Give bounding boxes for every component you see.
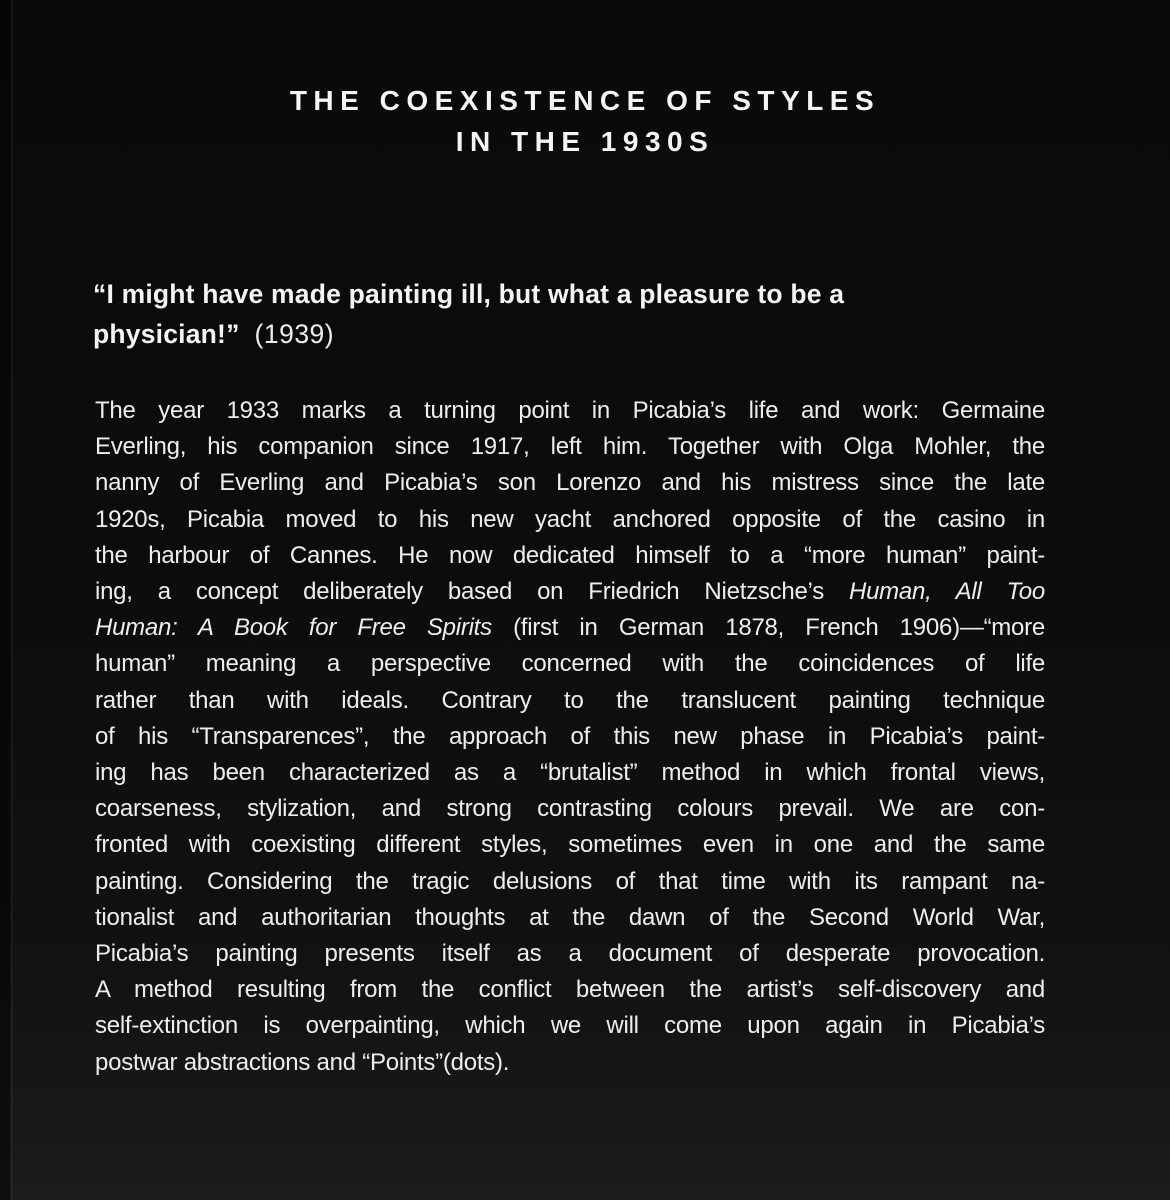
body-line bbox=[95, 574, 1045, 610]
body-line bbox=[95, 864, 1045, 900]
body-text-segment: postwar abstractions and “Points”(dots). bbox=[95, 1048, 510, 1076]
body-text-segment: nanny of Everling and Picabia’s son Lorenzo and his mistress since the late bbox=[95, 469, 1045, 497]
quote-year: (1939) bbox=[254, 319, 335, 349]
body-text-segment: (first in German 1878, French 1906)—“more bbox=[513, 614, 1045, 642]
body-text-segment: coarseness, stylization, and strong contrasting colours prevail. We are con- bbox=[95, 795, 1045, 823]
panel-title bbox=[0, 80, 1170, 162]
body-line bbox=[95, 936, 1045, 972]
body-text-segment: A method resulting from the conflict between the artist’s self-discovery and bbox=[95, 976, 1045, 1004]
body-paragraph bbox=[95, 393, 1045, 1081]
body-text-segment: fronted with coexisting different styles, sometimes even in one and the same bbox=[95, 831, 1045, 859]
panel-title-line-2: IN THE 1930S bbox=[455, 126, 715, 157]
body-line bbox=[95, 646, 1045, 682]
body-line bbox=[95, 972, 1045, 1008]
body-text-segment: Everling, his companion since 1917, left him. Together with Olga Mohler, the bbox=[95, 433, 1045, 461]
body-text-segment: human” meaning a perspective concerned with the coincidences of life bbox=[95, 650, 1045, 678]
body-text-segment: self-extinction is overpainting, which we will come upon again in Picabia’s bbox=[95, 1012, 1045, 1040]
body-text-segment: rather than with ideals. Contrary to the translucent painting technique bbox=[95, 686, 1045, 714]
body-text-segment: painting. Considering the tragic delusions of that time with its rampant na- bbox=[95, 867, 1045, 895]
body-text-segment-italic: Human, All Too bbox=[848, 578, 1045, 606]
body-line bbox=[95, 538, 1045, 574]
body-text-segment: The year 1933 marks a turning point in Picabia’s life and work: Germaine bbox=[95, 397, 1045, 424]
body-line bbox=[95, 1045, 1045, 1081]
body-line bbox=[95, 1008, 1045, 1044]
body-text-segment-italic: Human: A Book for Free Spirits bbox=[95, 614, 514, 642]
quote-line-2 bbox=[93, 314, 1093, 354]
body-line bbox=[95, 502, 1045, 538]
body-line bbox=[95, 755, 1045, 791]
body-line bbox=[95, 683, 1045, 719]
quote-line-2-text: physician!” bbox=[93, 319, 240, 349]
body-text-segment: Picabia’s painting presents itself as a document of desperate provocation. bbox=[95, 940, 1045, 968]
body-line bbox=[95, 393, 1045, 429]
body-text-segment: 1920s, Picabia moved to his new yacht anchored opposite of the casino in bbox=[95, 505, 1045, 533]
body-line bbox=[95, 827, 1045, 863]
quote-line-1: “I might have made painting ill, but what a pleasure to be a bbox=[93, 279, 845, 309]
body-line bbox=[95, 719, 1045, 755]
body-text-segment: ing has been characterized as a “brutalist” method in which frontal views, bbox=[95, 759, 1045, 787]
body-text-segment: of his “Transparences”, the approach of this new phase in Picabia’s paint- bbox=[95, 722, 1045, 750]
body-line bbox=[95, 900, 1045, 936]
body-line bbox=[95, 429, 1045, 465]
artist-quote bbox=[93, 274, 1093, 354]
body-text-segment: the harbour of Cannes. He now dedicated himself to a “more human” paint- bbox=[95, 541, 1045, 569]
body-line bbox=[95, 465, 1045, 501]
body-line bbox=[95, 610, 1045, 646]
body-text-segment: tionalist and authoritarian thoughts at the dawn of the Second World War, bbox=[95, 903, 1045, 931]
panel-title-line-1: THE COEXISTENCE OF STYLES bbox=[289, 85, 881, 116]
body-line bbox=[95, 791, 1045, 827]
body-text-segment: ing, a concept deliberately based on Friedrich Nietzsche’s bbox=[95, 578, 849, 606]
